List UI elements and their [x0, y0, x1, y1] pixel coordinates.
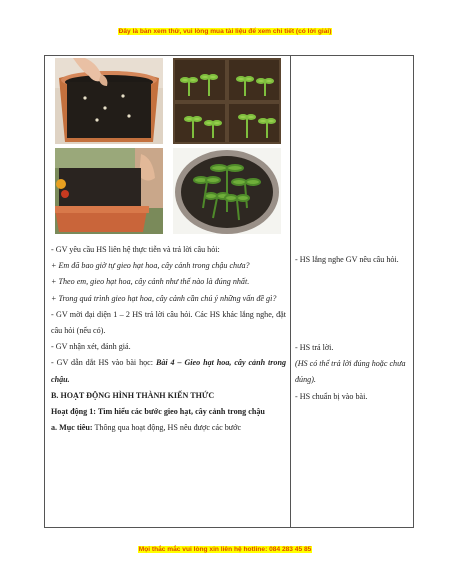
student-answer-note: (HS có thể trả lời đúng hoặc chưa đúng).	[295, 359, 406, 385]
hotline-text: Mọi thắc mắc vui lòng xin liên hệ hotline: 084 283 45 85	[138, 546, 312, 553]
column-divider	[290, 56, 291, 527]
preview-notice-text: Đây là bản xem thử, vui lòng mua tài liệu để xem chi tiết (có lời giải)	[118, 28, 332, 35]
preview-notice-banner	[0, 28, 450, 35]
objective-label: a. Mục tiêu:	[51, 423, 93, 433]
instruction-line: - GV yêu cầu HS liên hệ thực tiễn và trả lời câu hỏi:	[51, 245, 220, 254]
objective-line	[51, 420, 286, 436]
student-listen-text: - HS lắng nghe GV nêu câu hỏi.	[295, 255, 399, 264]
student-answer-line: - HS trả lời.	[295, 343, 334, 352]
objective-text: Thông qua hoạt động, HS nêu được các bước	[92, 423, 242, 433]
lesson-intro-prefix: - GV dẫn dắt HS vào bài học:	[51, 358, 156, 368]
section-b-heading: B. HOẠT ĐỘNG HÌNH THÀNH KIẾN THỨC	[51, 390, 215, 400]
lesson-intro-line	[51, 355, 286, 387]
lesson-title: Bài 4 – Gieo hạt hoa, cây cảnh trong chậu.	[51, 358, 286, 384]
hotline-banner	[0, 546, 450, 553]
invite-students-line: - GV mời đại diện 1 – 2 HS trả lời câu hỏi. Các HS khác lắng nghe, đặt câu hỏi (nếu có).	[51, 309, 286, 336]
photo-planter-box	[55, 148, 163, 234]
activity-1-heading: Hoạt động 1: Tìm hiểu các bước gieo hạt, cây cảnh trong chậu	[51, 407, 265, 417]
student-listen-note	[295, 252, 407, 268]
question-1: + Em đã bao giờ tự gieo hạt hoa, cây cảnh trong chậu chưa?	[51, 261, 250, 271]
evaluation-line: - GV nhận xét, đánh giá.	[51, 342, 131, 352]
teacher-activity-column	[51, 242, 286, 436]
question-2: + Theo em, gieo hạt hoa, cây cảnh như thế nào là đúng nhất.	[51, 277, 250, 287]
student-prepare-line: - HS chuẩn bị vào bài.	[295, 391, 368, 401]
photo-seedling-tray	[173, 58, 281, 144]
photo-sowing-seeds	[55, 58, 163, 144]
question-3: + Trong quá trình gieo hạt hoa, cây cảnh cần chú ý những vấn đề gì?	[51, 293, 277, 303]
photo-pot-seedlings	[173, 148, 281, 234]
lesson-table	[44, 55, 414, 528]
student-response-block	[295, 340, 407, 405]
